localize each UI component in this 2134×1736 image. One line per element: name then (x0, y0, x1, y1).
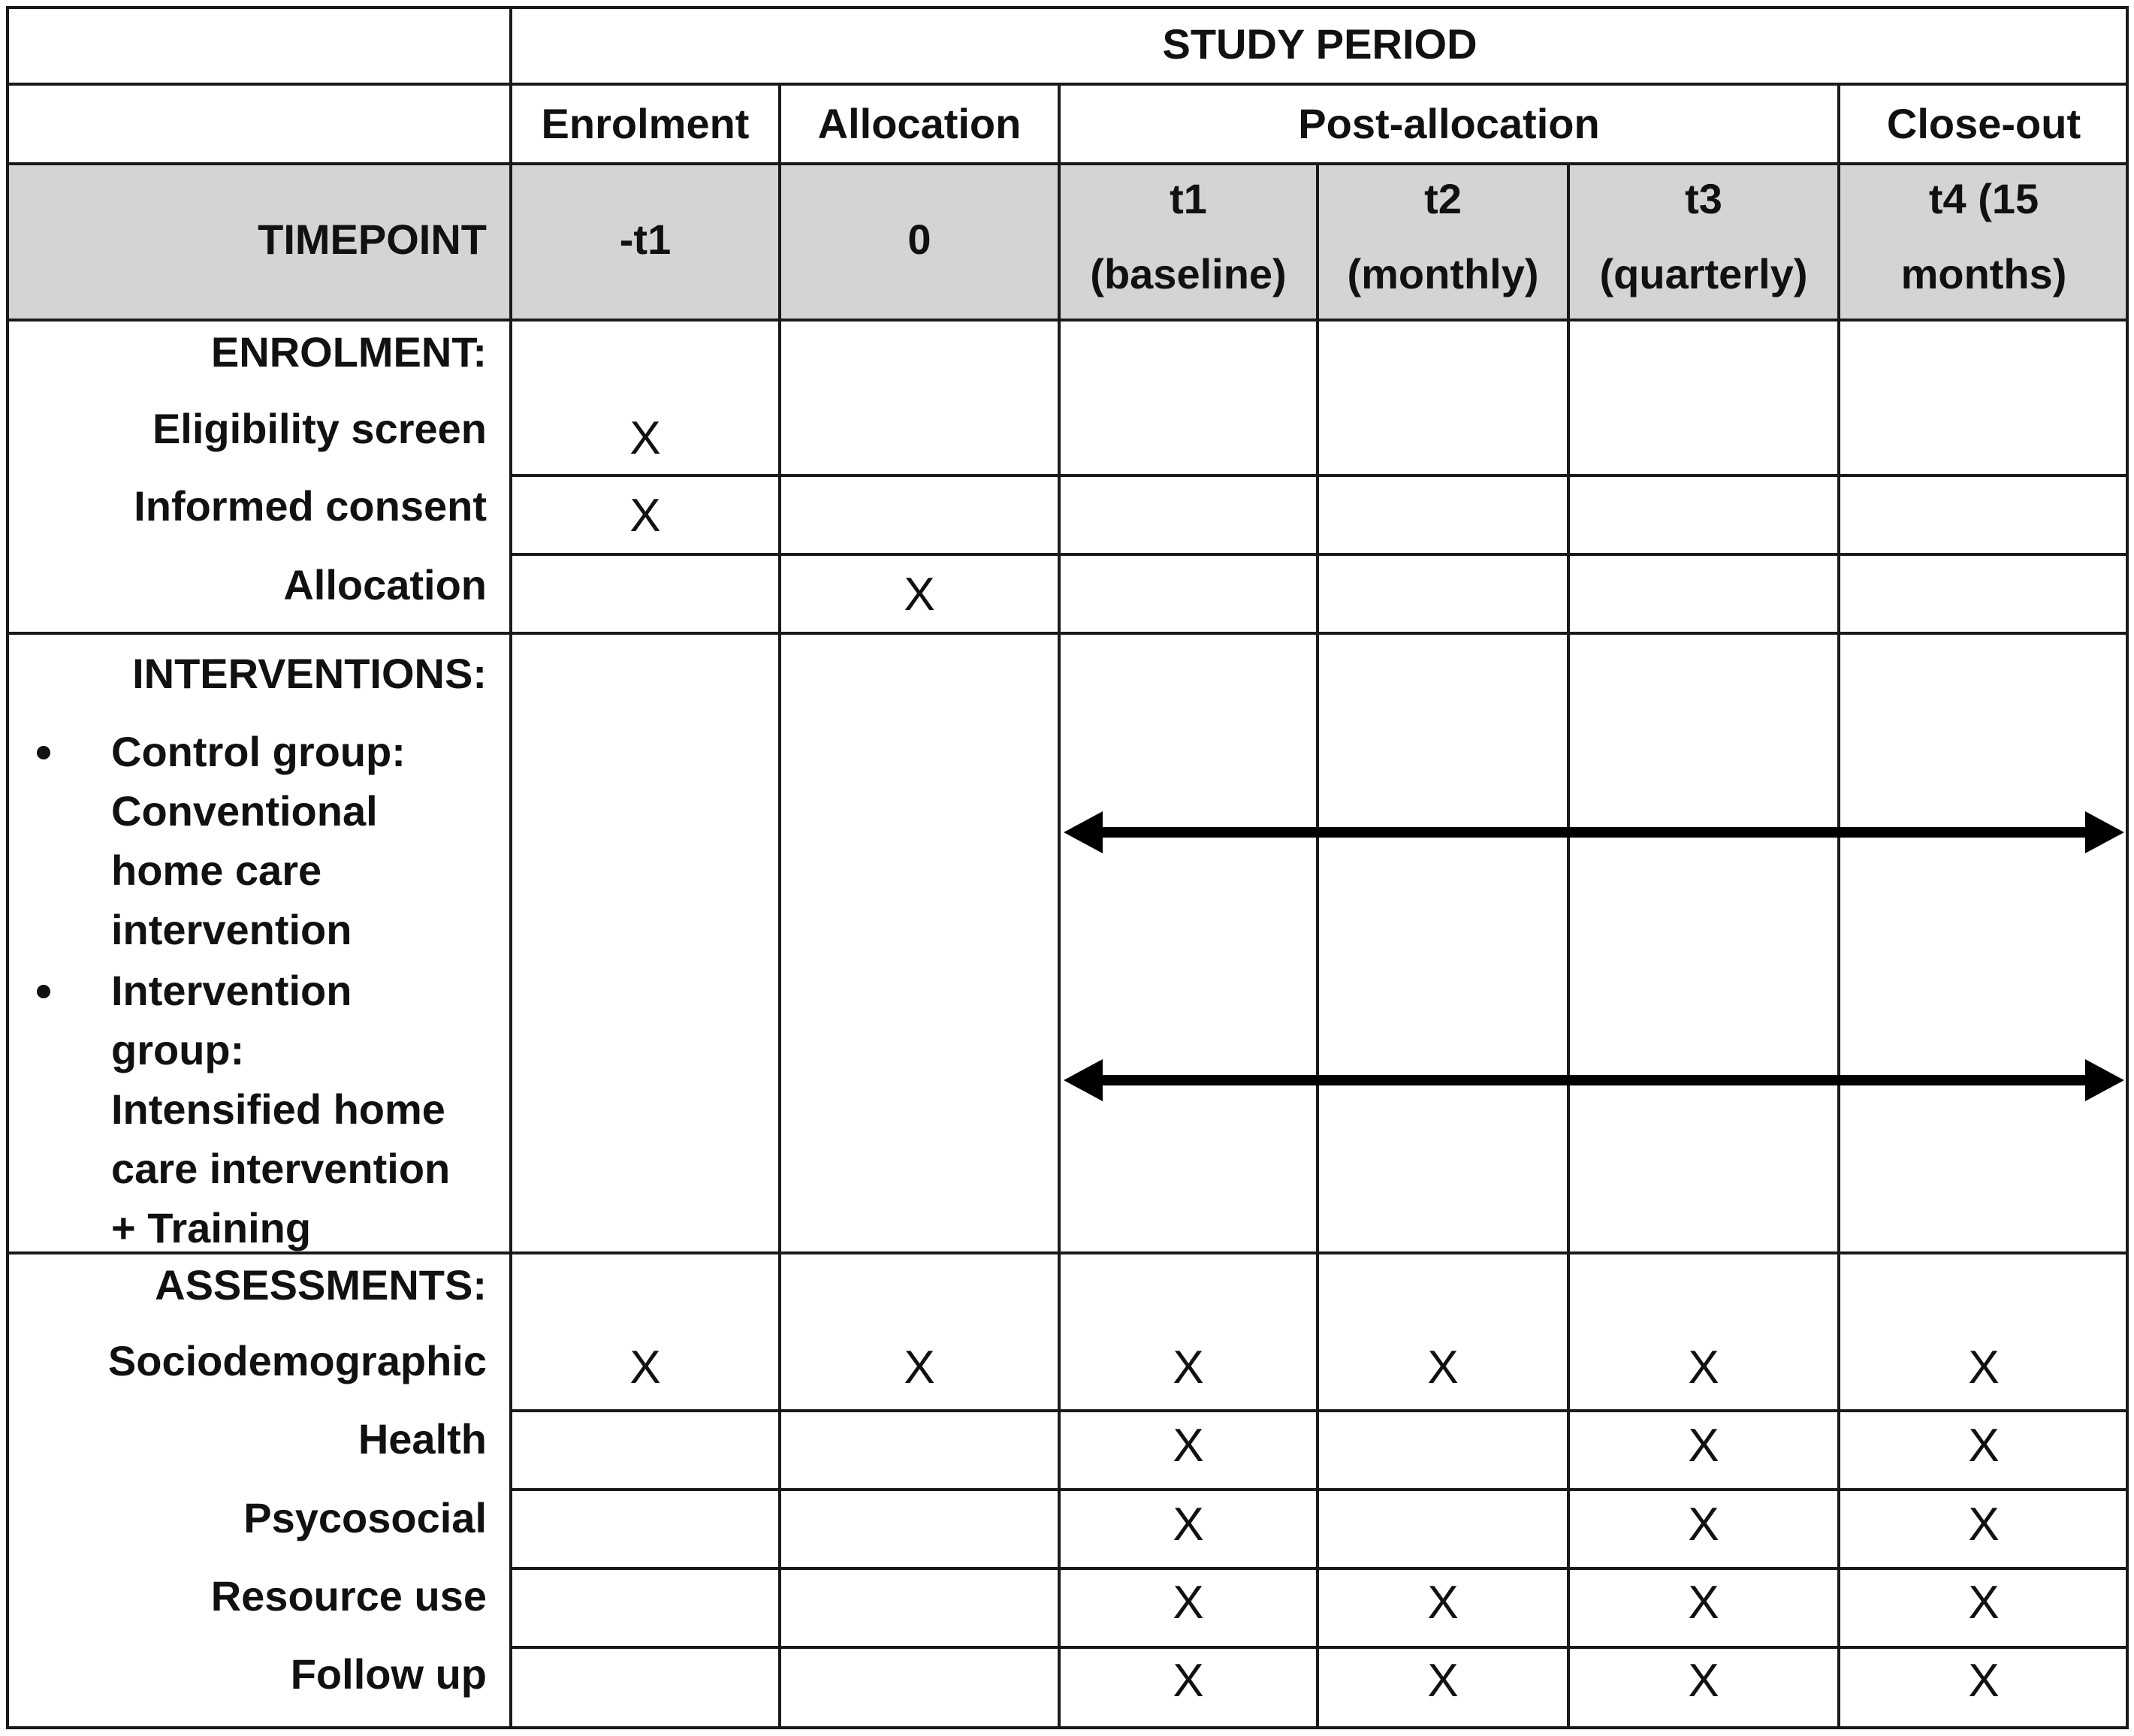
intervention-group-1-line-2: Intensified home (111, 1085, 445, 1133)
phase-allocation: Allocation (817, 100, 1022, 147)
intervention-group-1-line-1: group: (111, 1026, 245, 1073)
timepoint-3-line-0: t2 (1424, 175, 1462, 222)
mark-assessments-4-3: X (1427, 1655, 1459, 1707)
intervention-group-0-line-1: Conventional (111, 787, 378, 835)
mark-assessments-4-2: X (1173, 1655, 1204, 1707)
intervention-group-1-line-0: Intervention (111, 967, 352, 1014)
intervention-group-0-line-3: intervention (111, 906, 352, 953)
assessment-item-1: Health (358, 1415, 487, 1463)
phase-enrolment: Enrolment (541, 100, 750, 147)
timepoint-5-line-0: t4 (15 (1928, 175, 2039, 222)
control-group-arrow-head-left (1064, 811, 1103, 853)
mark-enrolment-1-0: X (629, 490, 661, 542)
mark-assessments-4-5: X (1968, 1655, 2000, 1707)
phase-close-out: Close-out (1886, 100, 2081, 147)
mark-assessments-1-4: X (1688, 1420, 1719, 1472)
mark-assessments-0-0: X (629, 1342, 661, 1393)
control-group-arrow-head-right (2085, 811, 2124, 853)
timepoint-1: 0 (907, 216, 931, 263)
timepoint-2-line-0: t1 (1170, 175, 1207, 222)
enrolment-item-1: Informed consent (134, 482, 487, 530)
mark-assessments-3-2: X (1173, 1577, 1204, 1629)
mark-assessments-0-2: X (1173, 1342, 1204, 1393)
mark-assessments-0-1: X (904, 1342, 935, 1393)
assessment-item-2: Psycosocial (243, 1494, 487, 1541)
mark-assessments-3-4: X (1688, 1577, 1719, 1629)
mark-assessments-2-4: X (1688, 1499, 1719, 1550)
intervention-group-arrow-head-right (2085, 1059, 2124, 1101)
intervention-group-1-line-3: care intervention (111, 1145, 451, 1192)
assessment-item-0: Sociodemographic (107, 1337, 487, 1384)
mark-assessments-0-5: X (1968, 1342, 2000, 1393)
schedule-table (6, 6, 2129, 1729)
mark-assessments-1-5: X (1968, 1420, 2000, 1472)
bullet-0 (37, 746, 50, 759)
intervention-group-1-line-4: + Training (111, 1204, 312, 1251)
mark-enrolment-2-1: X (904, 569, 935, 620)
mark-assessments-2-5: X (1968, 1499, 2000, 1550)
timepoint-5-line-1: months) (1900, 250, 2067, 297)
timepoint-4-line-1: (quarterly) (1599, 250, 1808, 297)
timepoint-label: TIMEPOINT (258, 216, 487, 263)
timepoint-3-line-1: (monthly) (1347, 250, 1539, 297)
assessments-heading: ASSESSMENTS: (155, 1261, 487, 1309)
mark-assessments-2-2: X (1173, 1499, 1204, 1550)
mark-assessments-3-5: X (1968, 1577, 2000, 1629)
study-period-heading: STUDY PERIOD (1162, 20, 1478, 68)
intervention-group-0-line-2: home care (111, 847, 322, 894)
timepoint-0: -t1 (619, 216, 672, 263)
enrolment-heading: ENROLMENT: (210, 328, 487, 376)
assessment-item-4: Follow up (290, 1650, 487, 1698)
timepoint-4-line-0: t3 (1685, 175, 1722, 222)
mark-enrolment-0-0: X (629, 412, 661, 464)
interventions-heading: INTERVENTIONS: (132, 650, 487, 697)
mark-assessments-3-3: X (1427, 1577, 1459, 1629)
enrolment-item-2: Allocation (283, 561, 487, 608)
timepoint-2-line-1: (baseline) (1090, 250, 1287, 297)
intervention-group-arrow-head-left (1064, 1059, 1103, 1101)
assessment-item-3: Resource use (210, 1572, 487, 1620)
bullet-1 (37, 985, 50, 998)
mark-assessments-1-2: X (1173, 1420, 1204, 1472)
phase-post-allocation: Post-allocation (1298, 100, 1600, 147)
enrolment-item-0: Eligibility screen (152, 405, 487, 452)
intervention-group-0-line-0: Control group: (111, 728, 406, 775)
mark-assessments-0-4: X (1688, 1342, 1719, 1393)
mark-assessments-0-3: X (1427, 1342, 1459, 1393)
mark-assessments-4-4: X (1688, 1655, 1719, 1707)
